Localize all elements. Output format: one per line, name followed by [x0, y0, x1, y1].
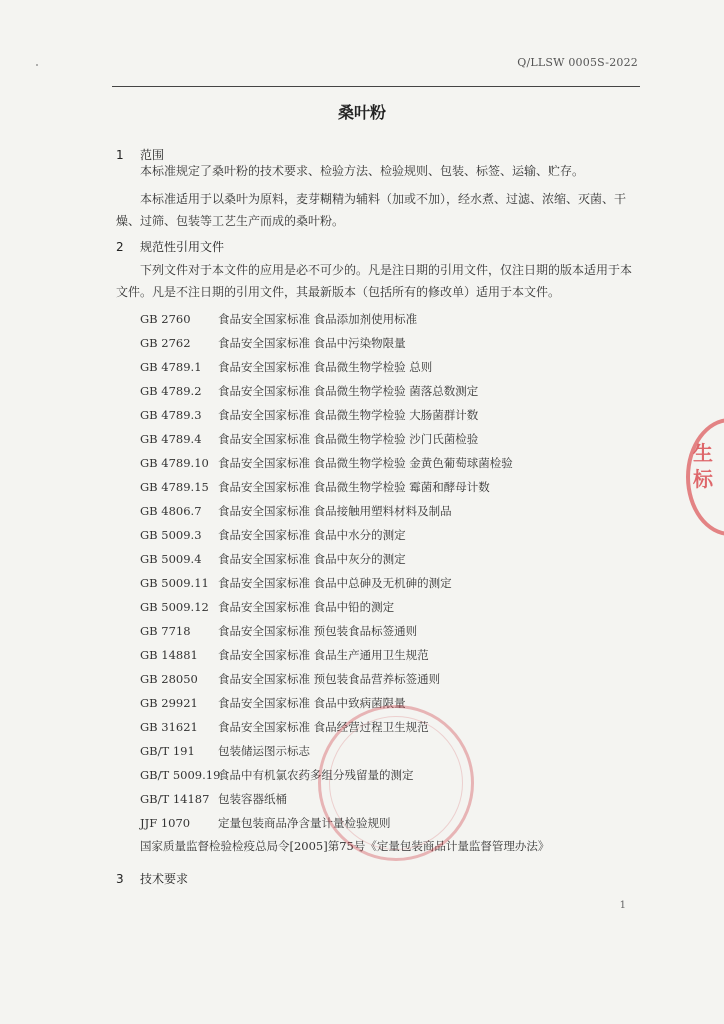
reference-code: GB 28050	[140, 672, 198, 686]
reference-title: 食品安全国家标准 食品中致病菌限量	[218, 696, 406, 710]
reference-code: GB 5009.12	[140, 600, 209, 614]
section-title: 规范性引用文件	[140, 240, 225, 254]
reference-item	[140, 694, 513, 718]
reference-item	[140, 622, 513, 646]
reference-title: 包装储运图示标志	[218, 744, 310, 758]
reference-code: GB 31621	[140, 720, 198, 734]
reference-title: 食品安全国家标准 食品微生物学检验 金黄色葡萄球菌检验	[218, 456, 513, 470]
reference-title: 食品安全国家标准 食品微生物学检验 沙门氏菌检验	[218, 432, 479, 446]
reference-title: 食品安全国家标准 食品中污染物限量	[218, 336, 406, 350]
reference-code: GB 4806.7	[140, 504, 202, 518]
section-2-paragraph-1: 下列文件对于本文件的应用是必不可少的。凡是注日期的引用文件，仅注日期的版本适用于本文件。凡是不注日期的引用文件，其最新版本（包括所有的修改单）适用于本文件。	[116, 263, 633, 299]
reference-item	[140, 430, 513, 454]
reference-item	[140, 358, 513, 382]
reference-item	[140, 454, 513, 478]
reference-title: 食品安全国家标准 食品中灰分的测定	[218, 552, 406, 566]
company-seal	[318, 705, 474, 861]
reference-code: GB 5009.4	[140, 552, 202, 566]
reference-item	[140, 598, 513, 622]
reference-title: 食品安全国家标准 食品经营过程卫生规范	[218, 720, 429, 734]
reference-item	[140, 382, 513, 406]
reference-code: GB 4789.1	[140, 360, 202, 374]
reference-item	[140, 502, 513, 526]
reference-item	[140, 310, 513, 334]
standard-code: Q/LLSW 0005S-2022	[517, 56, 638, 69]
reference-title: 包装容器纸桶	[218, 792, 287, 806]
reference-code: GB 5009.11	[140, 576, 209, 590]
reference-title: 食品安全国家标准 食品微生物学检验 菌落总数测定	[218, 384, 479, 398]
reference-title: 食品安全国家标准 食品生产通用卫生规范	[218, 648, 429, 662]
reference-title: 食品安全国家标准 食品中总砷及无机砷的测定	[218, 576, 452, 590]
reference-title: 食品安全国家标准 食品微生物学检验 总则	[218, 360, 433, 374]
seal-inner-ring	[329, 716, 463, 850]
section-title: 范围	[140, 148, 165, 162]
section-1-paragraph-1: 本标准规定了桑叶粉的技术要求、检验方法、检验规则、包装、标签、运输、贮存。	[140, 164, 585, 178]
reference-title: 食品安全国家标准 预包装食品营养标签通则	[218, 672, 441, 686]
section-number: 1	[116, 148, 124, 162]
reference-code: GB 7718	[140, 624, 191, 638]
reference-code: GB/T 191	[140, 744, 195, 758]
regulation-reference: 国家质量监督检验检疫总局令[2005]第75号《定量包装商品计量监督管理办法》	[140, 839, 550, 853]
reference-item	[140, 646, 513, 670]
reference-code: GB 4789.4	[140, 432, 202, 446]
section-number: 2	[116, 240, 124, 254]
header-rule	[112, 86, 640, 87]
page-number: 1	[619, 900, 626, 911]
reference-item	[140, 550, 513, 574]
reference-title: 食品安全国家标准 食品中水分的测定	[218, 528, 406, 542]
scan-speck	[36, 64, 38, 66]
document-title: 桑叶粉	[337, 103, 386, 122]
section-2-heading	[116, 238, 224, 255]
reference-code: GB 4789.3	[140, 408, 202, 422]
reference-title: 食品安全国家标准 食品中铅的测定	[218, 600, 395, 614]
reference-code: GB 4789.15	[140, 480, 209, 494]
section-3-heading	[116, 870, 188, 887]
reference-title: 食品安全国家标准 食品接触用塑料材料及制品	[218, 504, 452, 518]
reference-item	[140, 574, 513, 598]
reference-code: JJF 1070	[140, 816, 191, 830]
reference-code: GB 29921	[140, 696, 198, 710]
section-number: 3	[116, 872, 124, 886]
reference-code: GB/T 5009.19	[140, 768, 221, 782]
reference-item	[140, 406, 513, 430]
reference-title: 食品安全国家标准 食品微生物学检验 大肠菌群计数	[218, 408, 479, 422]
reference-title: 食品中有机氯农药多组分残留量的测定	[218, 768, 414, 782]
reference-title: 食品安全国家标准 预包装食品标签通则	[218, 624, 418, 638]
reference-item	[140, 670, 513, 694]
reference-item	[140, 526, 513, 550]
reference-title: 定量包装商品净含量计量检验规则	[218, 816, 391, 830]
reference-title: 食品安全国家标准 食品添加剂使用标准	[218, 312, 418, 326]
reference-title: 食品安全国家标准 食品微生物学检验 霉菌和酵母计数	[218, 480, 490, 494]
edge-seal-char: 生	[693, 441, 713, 465]
reference-item	[140, 478, 513, 502]
edge-seal-text	[693, 440, 724, 492]
reference-item	[140, 334, 513, 358]
edge-seal-char: 标	[693, 467, 713, 491]
reference-code: GB/T 14187	[140, 792, 210, 806]
reference-code: GB 2760	[140, 312, 191, 326]
reference-code: GB 4789.2	[140, 384, 202, 398]
reference-code: GB 5009.3	[140, 528, 202, 542]
reference-code: GB 2762	[140, 336, 191, 350]
section-title: 技术要求	[140, 872, 189, 886]
reference-code: GB 4789.10	[140, 456, 209, 470]
section-1-paragraph-2: 本标准适用于以桑叶为原料，麦芽糊精为辅料（加或不加），经水煮、过滤、浓缩、灭菌、干燥、过筛、包装等工艺生产而成的桑叶粉。	[116, 192, 627, 228]
reference-code: GB 14881	[140, 648, 198, 662]
